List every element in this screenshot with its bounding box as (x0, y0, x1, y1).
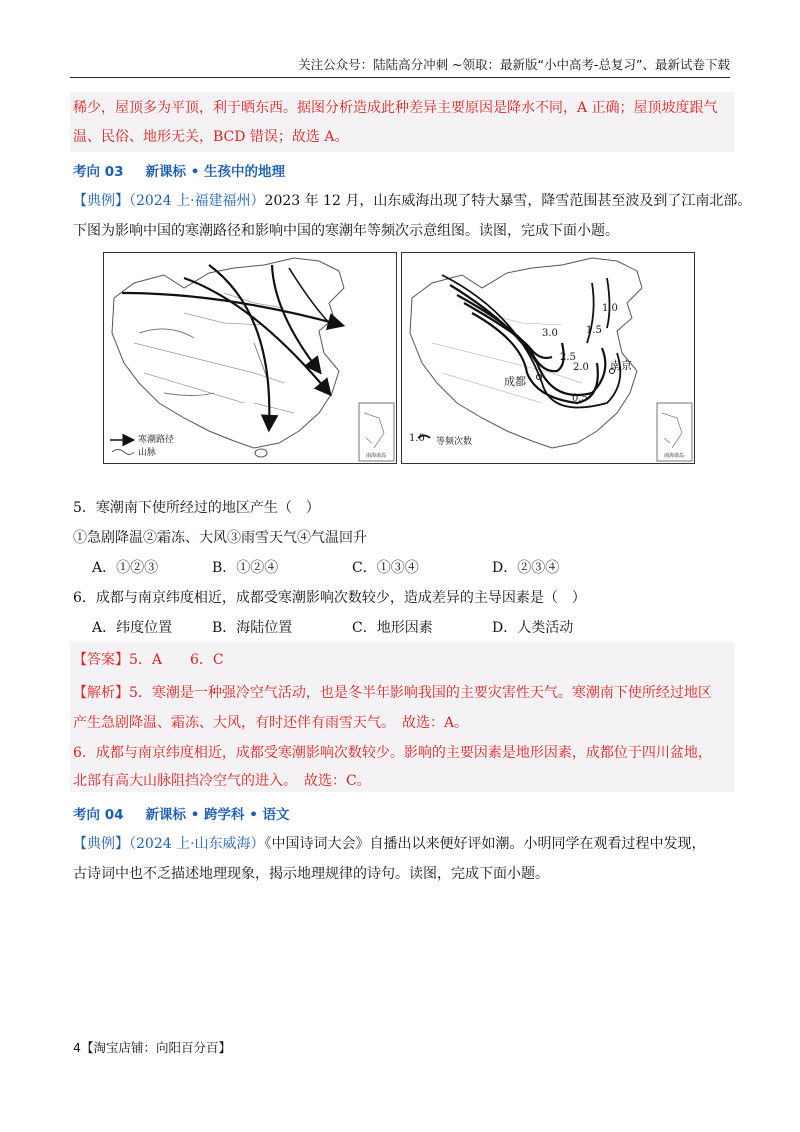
city-chengdu: 成都 (504, 375, 526, 388)
map-right-drawing (402, 253, 694, 463)
question-6-option-b[interactable]: B．海陆位置 (212, 620, 293, 636)
cold-wave-frequency-map (401, 252, 695, 464)
legend-value: 1.0 (409, 433, 425, 444)
answer-text: 5．A 6．C (129, 652, 224, 668)
example-2-source: （2024 上·山东威海） (129, 836, 265, 852)
example-2-tag: 【典例】 (73, 836, 129, 852)
answer-tag: 【答案】 (73, 652, 129, 668)
analysis-line-1 (73, 682, 712, 702)
analysis-text-1: 5．寒潮是一种强冷空气活动，也是冬半年影响我国的主要灾害性天气。寒潮南下使所经过地区 (129, 685, 712, 701)
question-5-items: ①急剧降温②霜冻、大风③雨雪天气④气温回升 (73, 530, 367, 546)
question-6-option-a[interactable]: A．纬度位置 (92, 620, 173, 636)
analysis-line-3: 6．成都与南京纬度相近，成都受寒潮影响次数较少。影响的主要因素是地形因素，成都位于四川盆地， (73, 745, 712, 761)
question-6-stem: 6．成都与南京纬度相近，成都受寒潮影响次数较少，造成差异的主导因素是（ ） (73, 590, 586, 606)
section-04-name: 新课标 • 跨学科 • 语文 (145, 807, 290, 823)
section-03-label: 考向 03 (73, 164, 124, 180)
example-1-line-1 (73, 190, 751, 210)
legend-mountain: 山脉 (138, 448, 157, 458)
previous-answer-line-1: 稀少，屋顶多为平顶，利于晒东西。据图分析造成此种差异主要原因是降水不同，A 正确；屋顶坡度跟气 (73, 100, 718, 116)
contour-label-2: 1.5 (586, 325, 602, 336)
example-2-line-1 (73, 833, 706, 853)
question-5-stem: 5．寒潮南下使所经过的地区产生（ ） (73, 500, 320, 516)
analysis-tag: 【解析】 (73, 685, 129, 701)
example-1-line-2: 下图为影响中国的寒潮路径和影响中国的寒潮年等频次示意组图。读图，完成下面小题。 (73, 223, 619, 239)
contour-label-4: 2.5 (560, 352, 576, 363)
previous-answer-line-2: 温、民俗、地形无关，BCD 错误；故选 A。 (73, 129, 349, 145)
section-03-name: 新课标 • 生孩中的地理 (145, 164, 286, 180)
analysis-line-4: 北部有高大山脉阻挡冷空气的进入。 故选：C。 (73, 773, 371, 789)
answer-line (73, 649, 224, 669)
question-6-option-c[interactable]: C．地形因素 (352, 620, 433, 636)
question-5-option-b[interactable]: B．①②④ (212, 560, 279, 576)
example-2-line-2: 古诗词中也不乏描述地理现象，揭示地理规律的诗句。读图，完成下面小题。 (73, 866, 549, 882)
question-5-option-a[interactable]: A．①②③ (92, 560, 159, 576)
example-2-text: 《中国诗词大会》自播出以来便好评如潮。小明同学在观看过程中发现， (264, 836, 706, 852)
analysis-line-2: 产生急剧降温、霜冻、大风，有时还伴有雨雪天气。 故选：A。 (73, 715, 469, 731)
section-04-label: 考向 04 (73, 807, 124, 823)
city-nanjing: 南京 (610, 359, 632, 372)
south-sea-islands-note: 南海诸岛 (366, 453, 387, 459)
question-5-option-c[interactable]: C．①③④ (352, 560, 419, 576)
contour-label-6: 0.5 (572, 393, 588, 404)
section-04-title (73, 803, 290, 823)
page-footer: 4【淘宝店铺：向阳百分百】 (73, 1040, 231, 1055)
section-03-title (73, 160, 285, 180)
legend-cold-wave-path: 寒潮路径 (138, 435, 175, 445)
contour-label-5: 2.0 (573, 362, 589, 373)
south-sea-islands-note: 南海诸岛 (664, 453, 685, 459)
page-header: 关注公众号：陆陆高分冲刺 ~领取：最新版“小中高考-总复习”、最新试卷下载 (70, 55, 730, 78)
cold-wave-path-map (103, 252, 397, 464)
example-tag: 【典例】 (73, 193, 129, 209)
contour-label-1: 1.0 (602, 303, 618, 314)
legend-frequency: 等频次数 (436, 437, 473, 447)
example-source: （2024 上·福建福州） (129, 193, 265, 209)
contour-label-3: 3.0 (542, 328, 558, 339)
question-6-option-d[interactable]: D．人类活动 (492, 620, 574, 636)
example-text: 2023 年 12 月，山东威海出现了特大暴雪，降雪范围甚至波及到了江南北部。 (264, 193, 752, 209)
question-5-option-d[interactable]: D．②③④ (492, 560, 560, 576)
